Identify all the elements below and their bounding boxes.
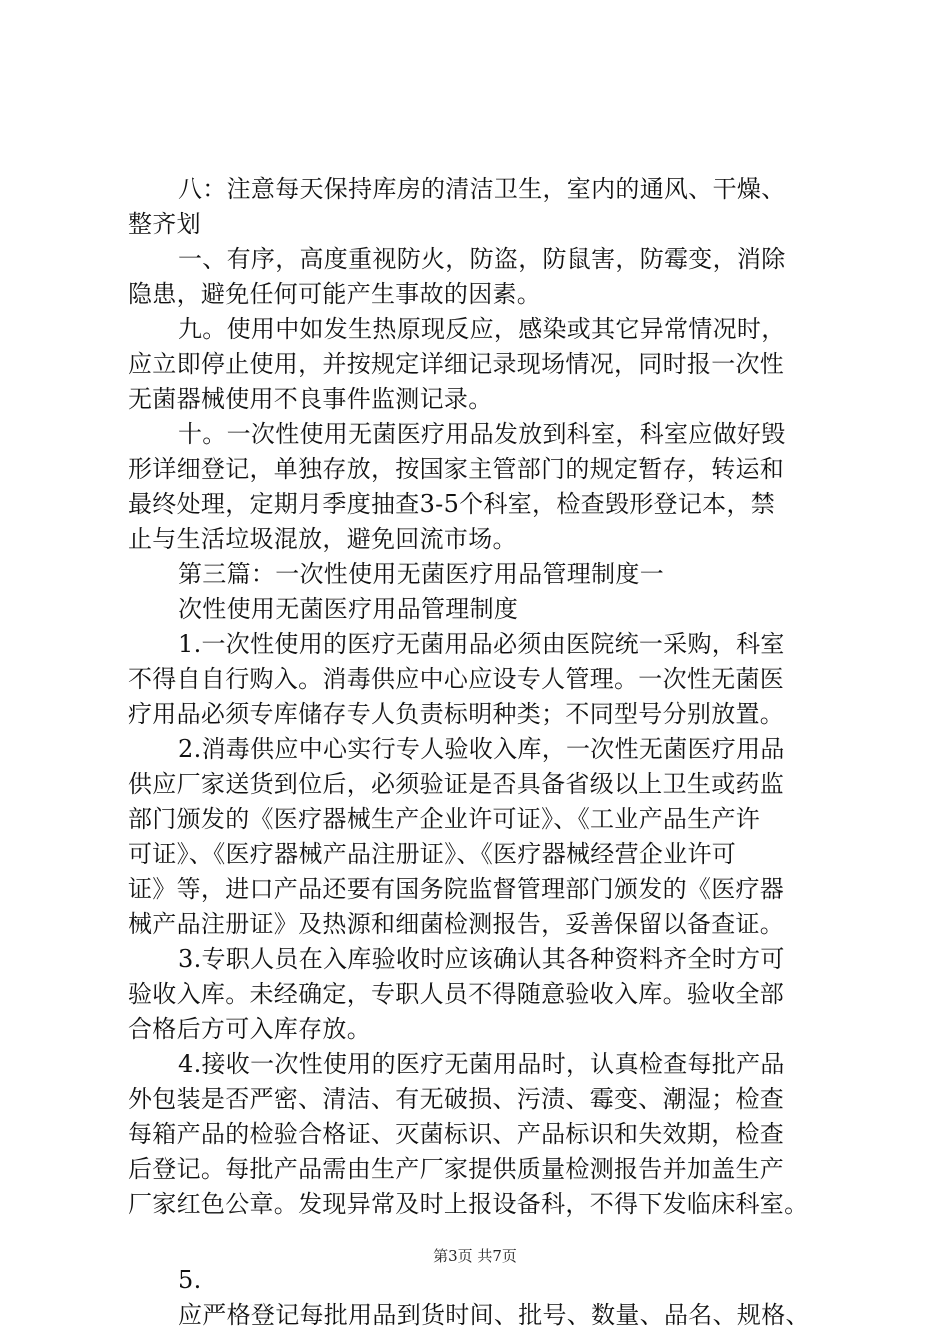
page-number: 第3页 共7页 (433, 1247, 517, 1265)
text-line: 证》等，进口产品还要有国务院监督管理部门颁发的《医疗器 (128, 875, 785, 903)
section-heading: 第三篇：一次性使用无菌医疗用品管理制度一 (178, 560, 664, 588)
text-line: 九。使用中如发生热原现反应，感染或其它异常情况时， (178, 315, 786, 343)
text-line: 最终处理，定期月季度抽查3-5个科室，检查毁形登记本，禁 (128, 490, 776, 518)
text-line: 可证》、《医疗器械产品注册证》、《医疗器械经营企业许可 (128, 840, 737, 868)
text-line: 隐患，避免任何可能产生事故的因素。 (128, 280, 542, 308)
text-line: 3.专职人员在入库验收时应该确认其各种资料齐全时方可 (178, 945, 785, 973)
text-line: 疗用品必须专库储存专人负责标明种类；不同型号分别放置。 (128, 700, 785, 728)
text-line: 止与生活垃圾混放，避免回流市场。 (128, 525, 517, 553)
text-line: 2.消毒供应中心实行专人验收入库，一次性无菌医疗用品 (178, 735, 785, 763)
text-line: 外包装是否严密、清洁、有无破损、污渍、霉变、潮湿；检查 (128, 1085, 785, 1113)
text-line: 验收入库。未经确定，专职人员不得随意验收入库。验收全部 (128, 980, 785, 1008)
text-line: 4.接收一次性使用的医疗无菌用品时，认真检查每批产品 (178, 1050, 785, 1078)
section-heading: 次性使用无菌医疗用品管理制度 (178, 595, 519, 623)
text-line: 整齐划 (128, 210, 201, 238)
text-line: 供应厂家送货到位后，必须验证是否具备省级以上卫生或药监 (128, 770, 785, 798)
text-line: 形详细登记，单独存放，按国家主管部门的规定暂存，转运和 (128, 455, 785, 483)
text-line: 应立即停止使用，并按规定详细记录现场情况，同时报一次性 (128, 350, 785, 378)
text-line: 厂家红色公章。发现异常及时上报设备科，不得下发临床科室。 (128, 1190, 809, 1218)
list-number: 5. (178, 1266, 202, 1294)
document-body (128, 172, 848, 1333)
page-footer (0, 1246, 950, 1266)
text-line: 十。一次性使用无菌医疗用品发放到科室，科室应做好毁 (178, 420, 786, 448)
text-line: 合格后方可入库存放。 (128, 1015, 371, 1043)
text-line: 部门颁发的《医疗器械生产企业许可证》、《工业产品生产许 (128, 805, 761, 833)
text-line: 1.一次性使用的医疗无菌用品必须由医院统一采购，科室 (178, 630, 785, 658)
text-line: 一、有序，高度重视防火，防盗，防鼠害，防霉变，消除 (178, 245, 786, 273)
text-line: 应严格登记每批用品到货时间、批号、数量、品名、规格、 (178, 1301, 810, 1329)
text-line: 每箱产品的检验合格证、灭菌标识、产品标识和失效期，检查 (128, 1120, 785, 1148)
text-line: 八：注意每天保持库房的清洁卫生，室内的通风、干燥、 (178, 175, 786, 203)
text-line: 后登记。每批产品需由生产厂家提供质量检测报告并加盖生产 (128, 1155, 785, 1183)
text-line: 无菌器械使用不良事件监测记录。 (128, 385, 493, 413)
text-line: 械产品注册证》及热源和细菌检测报告，妥善保留以备查证。 (128, 910, 785, 938)
text-line: 不得自自行购入。消毒供应中心应设专人管理。一次性无菌医 (128, 665, 785, 693)
